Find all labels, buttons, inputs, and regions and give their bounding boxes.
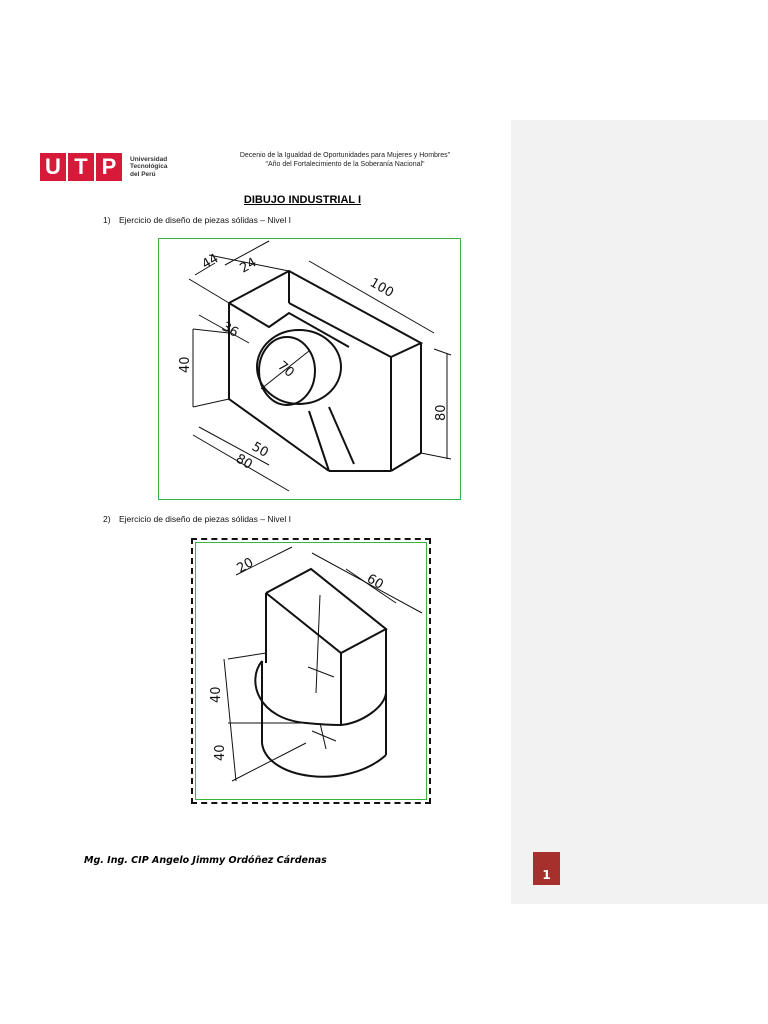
- exercise-number: 1): [103, 215, 111, 225]
- utp-logo: [40, 152, 167, 182]
- logo-letter-t: T: [68, 153, 94, 181]
- header-line-1: Decenio de la Igualdad de Oportunidades para Mujeres y Hombres": [239, 152, 451, 159]
- header-motto: [200, 151, 490, 169]
- dim-label: 60: [364, 571, 386, 593]
- logo-text-line: Universidad: [130, 155, 168, 163]
- document-title: DIBUJO INDUSTRIAL I: [243, 194, 362, 206]
- drawing-frame: [195, 542, 427, 800]
- footer-author: Mg. Ing. CIP Angelo Jimmy Ordóñez Cárdenas: [84, 855, 327, 866]
- dim-label: 100: [367, 275, 397, 301]
- header-line-2: "Año del Fortalecimiento de la Soberanía Nacional": [265, 161, 425, 168]
- exercise-text: Ejercicio de diseño de piezas sólidas – Nivel I: [119, 514, 291, 524]
- dim-label: 40: [213, 744, 228, 761]
- exercise-1-heading: [103, 215, 291, 225]
- logo-university-name: [130, 156, 167, 179]
- dim-label: 24: [237, 255, 260, 277]
- exercise-number: 2): [103, 514, 111, 524]
- dim-label: 44: [199, 251, 222, 273]
- page-number-badge: 1: [533, 852, 560, 885]
- exercise-2-drawing: [191, 538, 431, 804]
- isometric-drawing-1: [159, 239, 459, 498]
- logo-letter-u: U: [40, 153, 66, 181]
- logo-letter-p: P: [96, 153, 122, 181]
- isometric-drawing-2: [196, 543, 428, 801]
- logo-text-line: del Perú: [130, 170, 156, 178]
- dim-label: 36: [219, 319, 241, 341]
- dim-label: 70: [274, 358, 297, 381]
- comment-margin-panel: [511, 120, 768, 904]
- logo-text-line: Tecnológica: [130, 163, 168, 171]
- dim-label: 40: [178, 356, 193, 373]
- dim-label: 80: [233, 451, 255, 473]
- exercise-1-drawing: [158, 238, 461, 500]
- dim-label: 40: [209, 686, 224, 703]
- dim-label: 50: [249, 439, 271, 461]
- dim-label: 80: [434, 404, 449, 421]
- dim-label: 20: [234, 555, 257, 577]
- exercise-text: Ejercicio de diseño de piezas sólidas – Nivel I: [119, 215, 291, 225]
- exercise-2-heading: [103, 514, 291, 524]
